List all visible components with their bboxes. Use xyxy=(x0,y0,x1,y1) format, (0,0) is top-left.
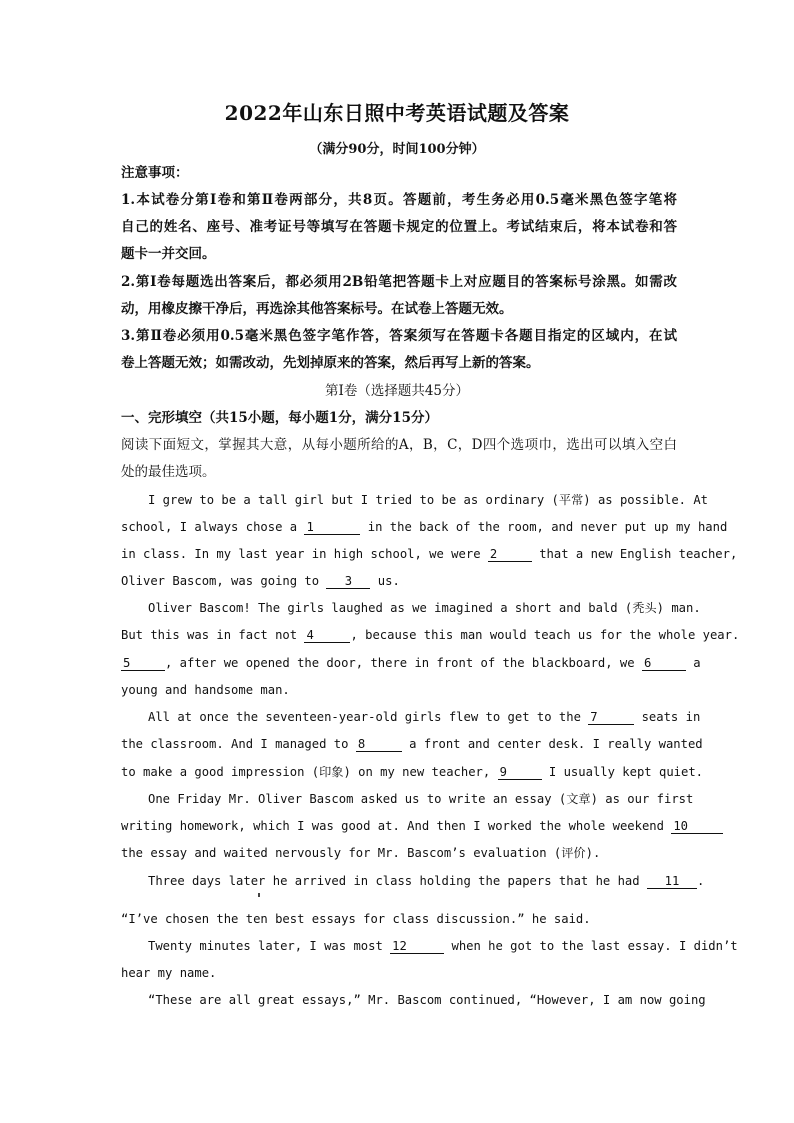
passage-line: But this was in fact not 4 , because this man would teach us for the whole year. xyxy=(121,628,740,642)
passage-line: to make a good impression (印象) on my new teacher, 9 I usually kept quiet. xyxy=(121,765,704,779)
passage-line: writing homework, which I was good at. And then I worked the whole weekend 10 xyxy=(121,816,677,836)
passage-line: All at once the seventeen-year-old girls flew to get to the 7 seats in xyxy=(148,710,701,724)
instructions-line: 阅读下面短文，掌握其大意，从每小题所给的A，B，C，D四个选项巾，选出可以填入空白 xyxy=(121,437,677,453)
passage-line: school, I always chose a 1 in the back of the room, and never put up my hand xyxy=(121,520,728,534)
passage-line: Oliver Bascom! The girls laughed as we imagined a short and bald (秃头) man. xyxy=(148,601,701,615)
blank-6: 6 xyxy=(642,656,686,671)
section-heading: 第Ⅰ卷（选择题共45分） xyxy=(324,383,469,399)
blank-5: 5 xyxy=(121,656,165,671)
stray-mark xyxy=(258,893,260,897)
passage-line: the classroom. And I managed to 8 a front and center desk. I really wanted xyxy=(121,737,703,751)
notice-heading: 注意事项： xyxy=(121,165,189,181)
page-title: 2022年山东日照中考英语试题及答案 xyxy=(224,101,570,125)
blank-8: 8 xyxy=(356,737,402,752)
blank-3: 3 xyxy=(326,574,370,589)
blank-12: 12 xyxy=(390,939,444,954)
notice-line: 1.本试卷分第Ⅰ卷和第Ⅱ卷两部分，共8页。答题前，考生务必用0.5毫米黑色签字笔将 xyxy=(121,192,677,208)
blank-11: 11 xyxy=(647,874,697,889)
notice-line: 3.第Ⅱ卷必须用0.5毫米黑色签字笔作答，答案须写在答题卡各题目指定的区域内，在试 xyxy=(121,328,677,344)
passage-line: 5 , after we opened the door, there in front of the blackboard, we 6 a xyxy=(123,656,701,670)
blank-4: 4 xyxy=(304,628,350,643)
passage-line: I grew to be a tall girl but I tried to be as ordinary (平常) as possible. At xyxy=(148,493,709,507)
notice-line: 动，用橡皮擦干净后，再选涂其他答案标号。在试卷上答题无效。 xyxy=(121,301,513,317)
blank-9: 9 xyxy=(498,765,542,780)
blank-2: 2 xyxy=(488,547,532,562)
page-subtitle: （满分90分，时间100分钟） xyxy=(309,142,485,157)
passage-line: “I’ve chosen the ten best essays for class discussion.” he said. xyxy=(121,912,591,926)
passage-line: Three days later he arrived in class holding the papers that he had 11 . xyxy=(148,874,705,888)
notice-line: 自己的姓名、座号、准考证号等填写在答题卡规定的位置上。考试结束后，将本试卷和答 xyxy=(121,219,677,235)
passage-line: Oliver Bascom, was going to 3 us. xyxy=(121,574,400,588)
instructions-line: 处的最佳选项。 xyxy=(121,464,216,480)
passage-line: young and handsome man. xyxy=(121,683,290,697)
passage-line: in class. In my last year in high school, we were 2 that a new English teacher, xyxy=(121,547,738,561)
notice-line: 2.第Ⅰ卷每题选出答案后，都必须用2B铅笔把答题卡上对应题目的答案标号涂黑。如需改 xyxy=(121,274,677,290)
blank-10: 10 xyxy=(671,819,723,834)
passage-line: One Friday Mr. Oliver Bascom asked us to write an essay (文章) as our first xyxy=(148,792,694,806)
notice-line: 题卡一并交回。 xyxy=(121,246,216,262)
passage-line: hear my name. xyxy=(121,966,217,980)
notice-line: 卷上答题无效；如需改动，先划掉原来的答案，然后再写上新的答案。 xyxy=(121,355,540,371)
blank-1: 1 xyxy=(304,520,360,535)
part-heading: 一、完形填空（共15小题，每小题1分，满分15分） xyxy=(121,410,438,426)
passage-line: “These are all great essays,” Mr. Bascom continued, “However, I am now going xyxy=(148,993,706,1007)
passage-line: Twenty minutes later, I was most 12 when he got to the last essay. I didn’t xyxy=(148,939,738,953)
passage-line: the essay and waited nervously for Mr. Bascom’s evaluation (评价). xyxy=(121,846,601,860)
blank-7: 7 xyxy=(588,710,634,725)
